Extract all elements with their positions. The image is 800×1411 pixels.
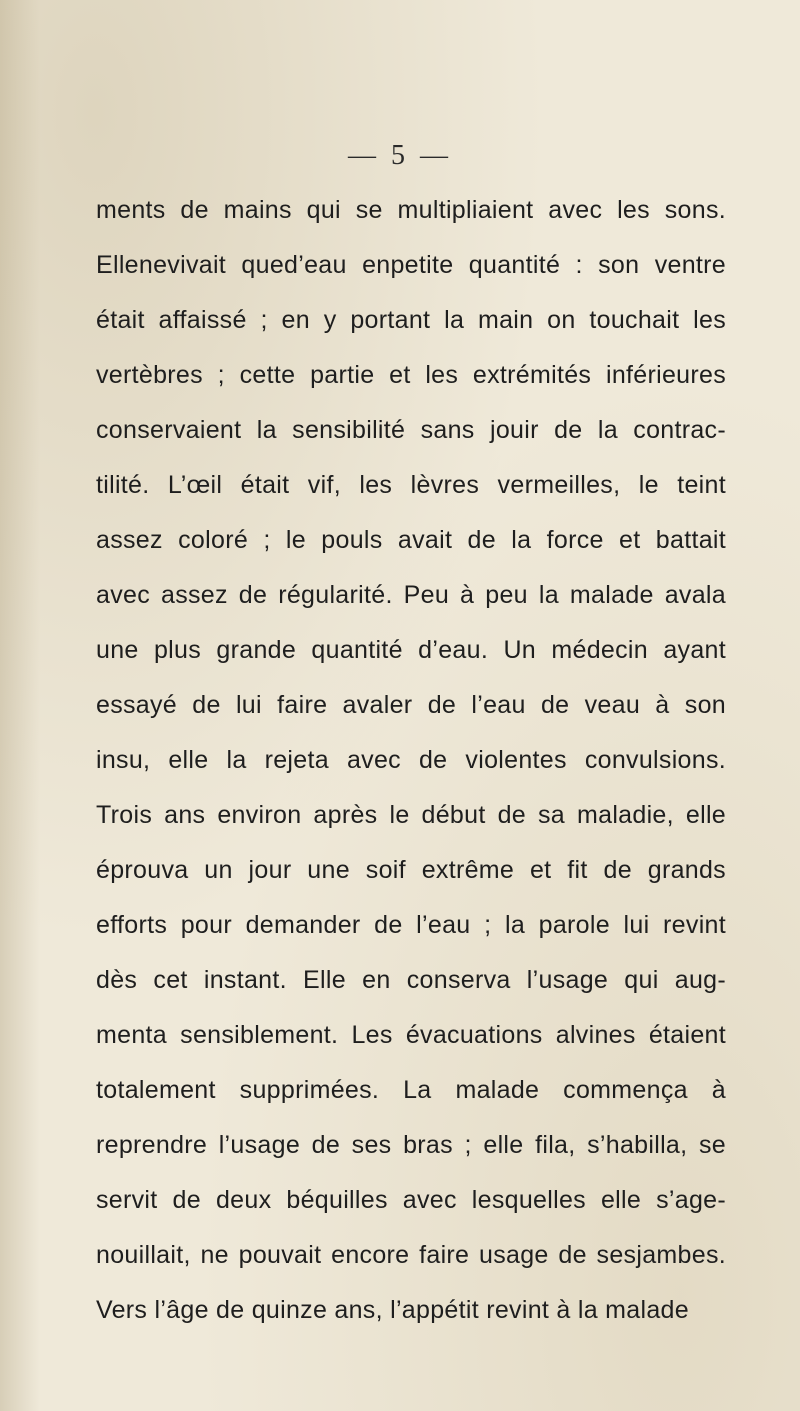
text-line: avec assez de régularité. Peu à peu la malade avala [96,581,726,609]
text-line: Trois ans environ après le début de sa maladie, elle [96,801,726,829]
text-line: ments de mains qui se multipliaient avec les sons. [96,196,726,224]
text-line: dès cet instant. Elle en conserva l’usage qui aug- [96,966,726,994]
text-line: nouillait, ne pouvait encore faire usage de sesjambes. [96,1241,726,1269]
text-line: assez coloré ; le pouls avait de la force et battait [96,526,726,554]
text-line: Ellenevivait qued’eau enpetite quantité : son ventre [96,251,726,279]
text-line: une plus grande quantité d’eau. Un médecin ayant [96,636,726,664]
text-line: était affaissé ; en y portant la main on touchait les [96,306,726,334]
text-line: efforts pour demander de l’eau ; la parole lui revint [96,911,726,939]
text-line: tilité. L’œil était vif, les lèvres vermeilles, le teint [96,471,726,499]
page-number: — 5 — [348,140,452,171]
text-line: menta sensiblement. Les évacuations alvines étaient [96,1021,726,1049]
text-line: Vers l’âge de quinze ans, l’appétit revint à la malade [96,1296,689,1324]
text-line: insu, elle la rejeta avec de violentes convulsions. [96,746,726,774]
text-line: conservaient la sensibilité sans jouir de la contrac- [96,416,726,444]
text-line: reprendre l’usage de ses bras ; elle fila, s’habilla, se [96,1131,726,1159]
text-line: vertèbres ; cette partie et les extrémités inférieures [96,361,726,389]
body-text [96,183,726,1338]
text-line: servit de deux béquilles avec lesquelles elle s’age- [96,1186,726,1214]
text-line: totalement supprimées. La malade commença à [96,1076,726,1104]
text-line: essayé de lui faire avaler de l’eau de veau à son [96,691,726,719]
text-line: éprouva un jour une soif extrême et fit de grands [96,856,726,884]
